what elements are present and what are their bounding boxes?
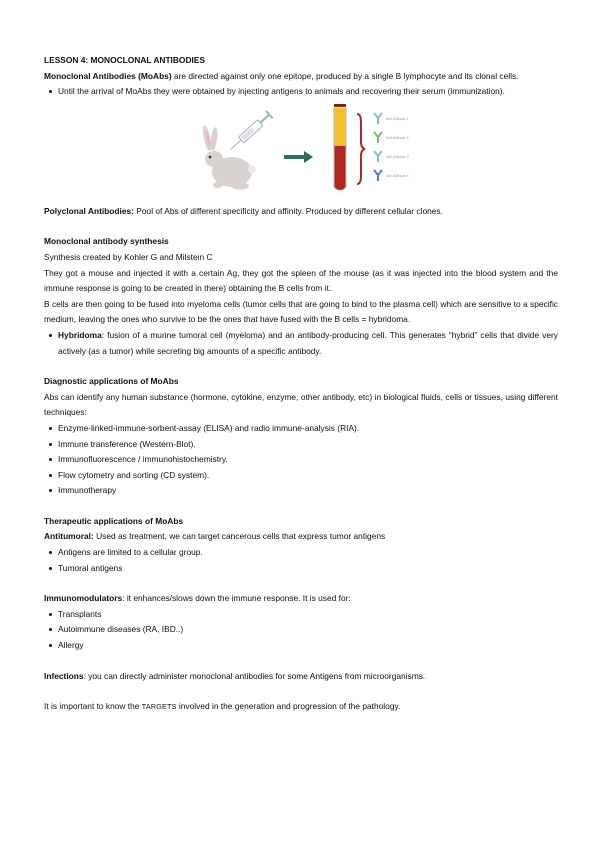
synthesis-paragraph-1: They got a mouse and injected it with a certain Ag, they got the spleen of the mouse (as it was injected into the blood system and the immune response is going to be created in there) obtaining the B cells from it.	[44, 267, 558, 294]
antibody-label-4: Anti-Epitope 4	[386, 173, 409, 178]
synthesis-bullet-list	[44, 328, 558, 359]
blood-tube-icon	[334, 104, 346, 190]
list-item: Antigens are limited to a cellular group.	[44, 545, 558, 561]
intro-bullet: Until the arrival of MoAbs they were obtained by injecting antigens to animals and recovering their serum (immunization).	[44, 84, 558, 100]
infections-text: : you can directly administer monoclonal antibodies for some Antigens from microorganisms.	[83, 670, 426, 681]
antitumoral-paragraph	[44, 529, 558, 545]
hybridoma-term: Hybridoma	[58, 329, 102, 340]
lesson-title: LESSON 4: MONOCLONAL ANTIBODIES	[44, 55, 205, 65]
list-item: Allergy	[44, 638, 558, 654]
intro-text: are directed against only one epitope, produced by a single B lymphocyte and its clonal cells.	[171, 70, 519, 81]
antibody-label-3: Anti-Epitope 3	[386, 154, 409, 159]
synthesis-heading: Monoclonal antibody synthesis	[44, 236, 169, 247]
intro-paragraph	[44, 69, 558, 85]
targets-paragraph	[44, 699, 558, 715]
synthesis-credit: Synthesis created by Kohler G and Milstein C	[44, 251, 213, 262]
intro-bullet-list	[44, 84, 558, 100]
polyclonal-text: Pool of Abs of different specificity and affinity. Produced by different cellular clones.	[133, 205, 443, 216]
list-item: Immunofluorescence / immunohistochemistry.	[44, 452, 558, 468]
infections-paragraph	[44, 669, 558, 685]
antibody-label-2: Anti-Epitope 2	[386, 135, 409, 140]
list-item: Tumoral antigens	[44, 561, 558, 577]
antitumoral-list	[44, 545, 558, 576]
list-item: Immunotherapy	[44, 483, 558, 499]
brace-icon	[357, 114, 365, 184]
immunomodulators-term: Immunomodulators	[44, 593, 123, 604]
immunization-figure	[44, 102, 558, 200]
list-item: Flow cytometry and sorting (CD system).	[44, 468, 558, 484]
immunization-illustration	[194, 102, 444, 198]
antibody-icon	[374, 151, 409, 162]
immunomodulators-paragraph	[44, 591, 558, 607]
immunomodulators-text: : it enhances/slows down the immune response. It is used for:	[122, 593, 351, 604]
process-arrow-icon	[284, 151, 313, 163]
document-content	[44, 53, 558, 715]
antibody-icon	[374, 170, 409, 181]
diagnostic-list	[44, 421, 558, 499]
hybridoma-text: : fusion of a murine tumoral cell (myeloma) and an antibody-producing cell. This generates “hybrid” cells that divide very actively (as a tumor) while secreting big amounts of a specific antibody.	[58, 329, 558, 356]
diagnostic-intro: Abs can identify any human substance (hormone, cytokine, enzyme, other antibody, etc) in biological fluids, cells or tissues, using different techniques:	[44, 391, 558, 418]
antibody-list	[374, 113, 409, 181]
targets-post: involved in the generation and progression of the pathology.	[176, 701, 401, 712]
synthesis-paragraph-2: B cells are then going to be fused into myeloma cells (tumor cells that are going to bind to the plasma cell) which are sensitive to a specific medium, leaving the ones who survive to be the ones that have fused with the B cells = hybridoma.	[44, 298, 558, 325]
antibody-icon	[374, 113, 409, 124]
immunomodulators-list	[44, 607, 558, 654]
antibody-icon	[374, 132, 409, 143]
therapeutic-heading: Therapeutic applications of MoAbs	[44, 515, 184, 526]
antitumoral-text: Used as treatment, we can target cancerous cells that express tumor antigens	[93, 531, 386, 542]
list-item: Immune transference (Western-Blot).	[44, 437, 558, 453]
list-item: Transplants	[44, 607, 558, 623]
targets-pre: It is important to know the	[44, 701, 142, 712]
list-item: Enzyme-linked-immune-sorbent-assay (ELISA) and radio immune-analysis (RIA).	[44, 421, 558, 437]
hybridoma-bullet	[44, 328, 558, 359]
diagnostic-heading: Diagnostic applications of MoAbs	[44, 376, 179, 387]
list-item: Autoimmune diseases (RA, IBD..)	[44, 622, 558, 638]
targets-word: TARGETS	[141, 702, 177, 712]
syringe-icon	[227, 111, 272, 153]
polyclonal-term: Polyclonal Antibodies:	[44, 205, 134, 216]
infections-term: Infections	[44, 670, 84, 681]
antitumoral-term: Antitumoral:	[44, 531, 94, 542]
antibody-label-1: Anti-Epitope 1	[386, 116, 409, 121]
polyclonal-paragraph	[44, 204, 558, 220]
intro-term: Monoclonal Antibodies (MoAbs)	[44, 70, 172, 81]
